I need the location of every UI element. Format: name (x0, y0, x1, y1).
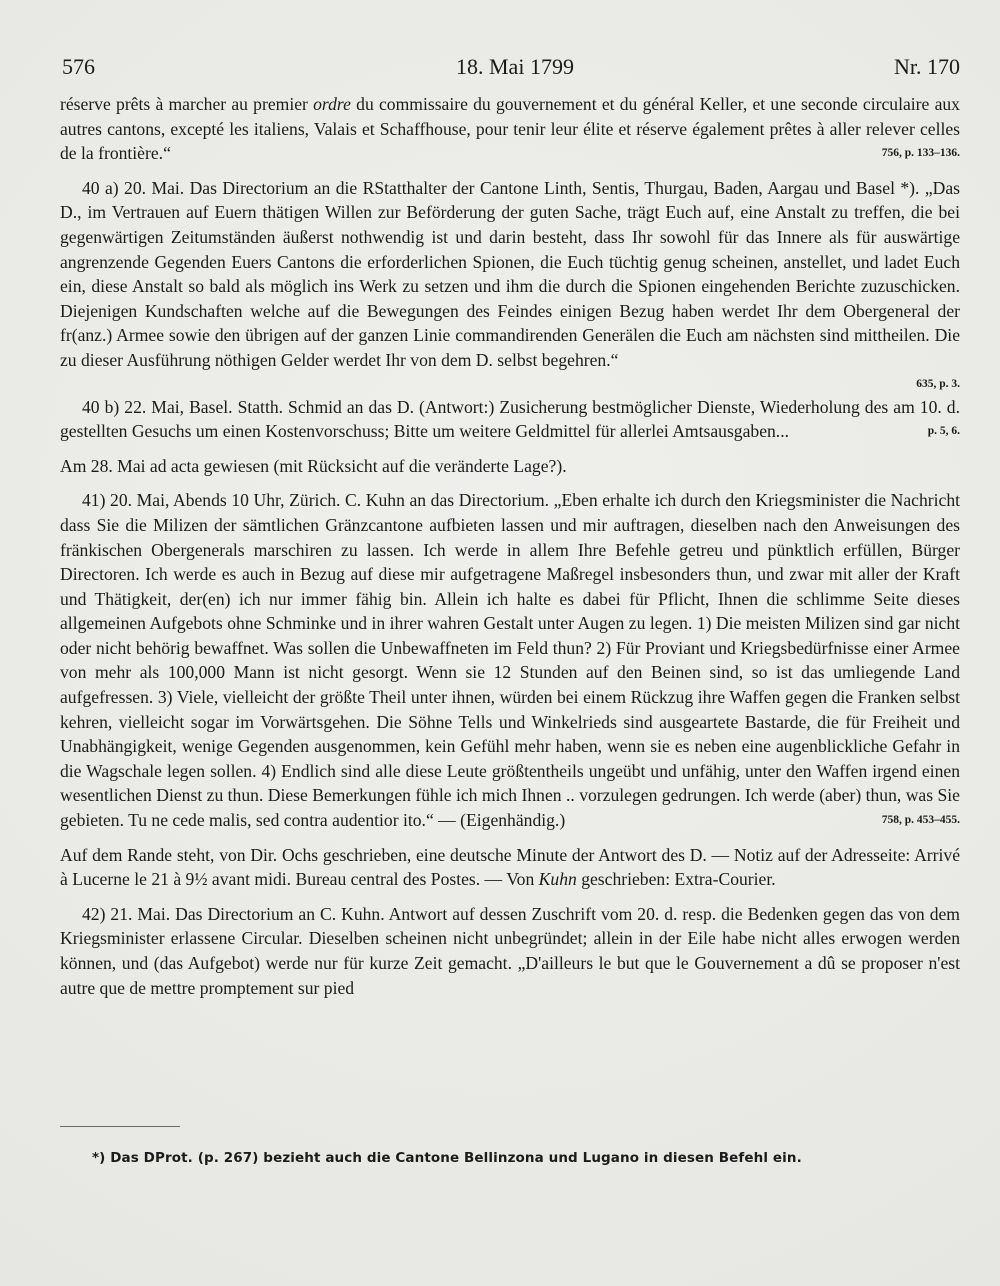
footnote-divider (60, 1126, 180, 1127)
italic-word: Kuhn (538, 869, 577, 890)
header-date: 18. Mai 1799 (456, 54, 574, 79)
italic-word: ordre (313, 94, 351, 114)
source-reference: 758, p. 453–455. (881, 814, 960, 827)
source-reference: 756, p. 133–136. (881, 147, 960, 160)
page-number: 576 (62, 54, 95, 79)
page-header (60, 54, 960, 84)
entry-40b: 40 b) 22. Mai, Basel. Statth. Schmid an das D. (Antwort:) Zusicherung bestmöglicher Dienste, Wiederholung des am 10. d. gestellten Gesuchs um einen Kostenvorschuss; Bitte um weitere Geldmittel für allerlei Amtsausgaben... p. 5, 6. (60, 396, 960, 442)
paragraph-continuation: réserve prêts à marcher au premier ordre du commissaire du gouvernement et du général Keller, et une seconde circulaire aux autres cantons, excepté les italiens, Valais et Schaffhouse, pour tenir leur élite et réserve également prêtes à aller relever celles de la frontière.“ 756, p. 133–136. (60, 94, 960, 164)
note-paragraph: Auf dem Rande steht, von Dir. Ochs geschrieben, eine deutsche Minute der Antwort des D. — Notiz auf der Adresseite: Arrivé à Lucerne le 21 à 9½ avant midi. Bureau central des Postes. — Von Kuhn geschrieben: Extra-Courier. (60, 844, 960, 890)
entry-42: 42) 21. Mai. Das Directorium an C. Kuhn. Antwort auf dessen Zuschrift vom 20. d. resp. die Bedenken gegen das von dem Kriegsminister erlassene Circular. Dieselben scheinen nicht unbegründet; allein in der Eile habe nicht alles erwogen werden können, und (das Aufgebot) werde nur für kurze Zeit gemacht. „D'ailleurs le but que le Gouvernement a dû se proposer n'est autre que de mettre promptement sur pied (60, 903, 960, 998)
document-number: Nr. 170 (894, 54, 960, 79)
source-reference: p. 5, 6. (927, 425, 960, 438)
source-reference: 635, p. 3. (916, 377, 960, 390)
entry-41: 41) 20. Mai, Abends 10 Uhr, Zürich. C. Kuhn an das Directorium. „Eben erhalte ich durch den Kriegsminister die Nachricht dass Sie die Milizen der sämtlichen Gränzcantone aufbieten lassen und mir auftragen, dieselben nach den Anweisungen des fränkischen Obergenerals marschiren zu lassen. Ich werde in allem Ihre Befehle getreu und pünktlich erfüllen, Bürger Directoren. Ich werde es auch in Bezug auf diese mir aufgetragene Maßregel insbesonders thun, und zwar mit aller der Kraft und Thätigkeit, der(en) ich nur immer fähig bin. Allein ich halte es dabei für Pflicht, Ihnen die schlimme Seite dieses allgemeinen Aufgebots ohne Schminke und in ihrer wahren Gestalt unter Augen zu legen. 1) Die meisten Milizen sind gar nicht oder nicht behörig bewaffnet. Was sollen die Unbewaffneten im Feld thun? 2) Für Proviant und Kriegsbedürfnisse einer Armee von mehr als 100,000 Mann ist nicht gesorgt. Wenn sie 12 Stunden auf den Beinen sind, so ist das umliegende Land aufgefressen. 3) Viele, vielleicht der größte Theil unter ihnen, würden bei einem Rückzug ihre Waffen gegen die Franken selbst kehren, vielleicht sogar im Vorwärtsgehen. Die Söhne Tells und Winkelrieds sind ausgeartete Bastarde, die für Freiheit und Unabhängigkeit, wenige Gegenden ausgenommen, kein Gefühl mehr haben, wenn sie es neben eine augenblickliche Gefahr in die Wagschale legen sollen. 4) Endlich sind alle diese Leute größtentheils ungeübt und unfähig, unter den Waffen irgend einen wesentlichen Dienst zu thun. Diese Bemerkungen fühle ich mich Ihnen .. vorzulegen gedrungen. Ich werde (aber) thun, was Sie gebieten. Tu ne cede malis, sed contra audentior ito.“ — (Eigenhändig.) 758, p. 453–455. (60, 490, 960, 831)
footnote: *) Das DProt. (p. 267) bezieht auch die Cantone Bellinzona und Lugano in diesen Befehl ein. (92, 1150, 802, 1166)
note-paragraph: Am 28. Mai ad acta gewiesen (mit Rücksicht auf die veränderte Lage?). (60, 455, 567, 476)
entry-40a: 40 a) 20. Mai. Das Directorium an die RStatthalter der Cantone Linth, Sentis, Thurgau, Baden, Aargau und Basel *). „Das D., im Vertrauen auf Euern thätigen Willen zur Beförderung der guten Sache, trägt Euch auf, eine Anstalt zu treffen, die bei gegenwärtigen Zeitumständen äußerst nothwendig ist und darin besteht, dass Ihr sowohl für das Innere als für auswärtige angrenzende Gegenden Euers Cantons die erforderlichen Spionen, die Euch tüchtig genug scheinen, anstellet, und ladet Euch ein, diese Anstalt so bald als möglich ins Werk zu setzen und ihm die durch die Spionen eingehenden Berichte zuzuschicken. Diejenigen Kundschaften welche auf die Bewegungen des Feindes einigen Bezug haben werdet Ihr dem Obergeneral der fr(anz.) Armee sowie den übrigen auf der ganzen Linie commandirenden Generälen die Euch am nächsten sind mittheilen. Die zu dieser Ausführung nöthigen Gelder werdet Ihr von dem D. selbst begehren.“ (60, 177, 960, 370)
document-body (60, 92, 960, 1000)
